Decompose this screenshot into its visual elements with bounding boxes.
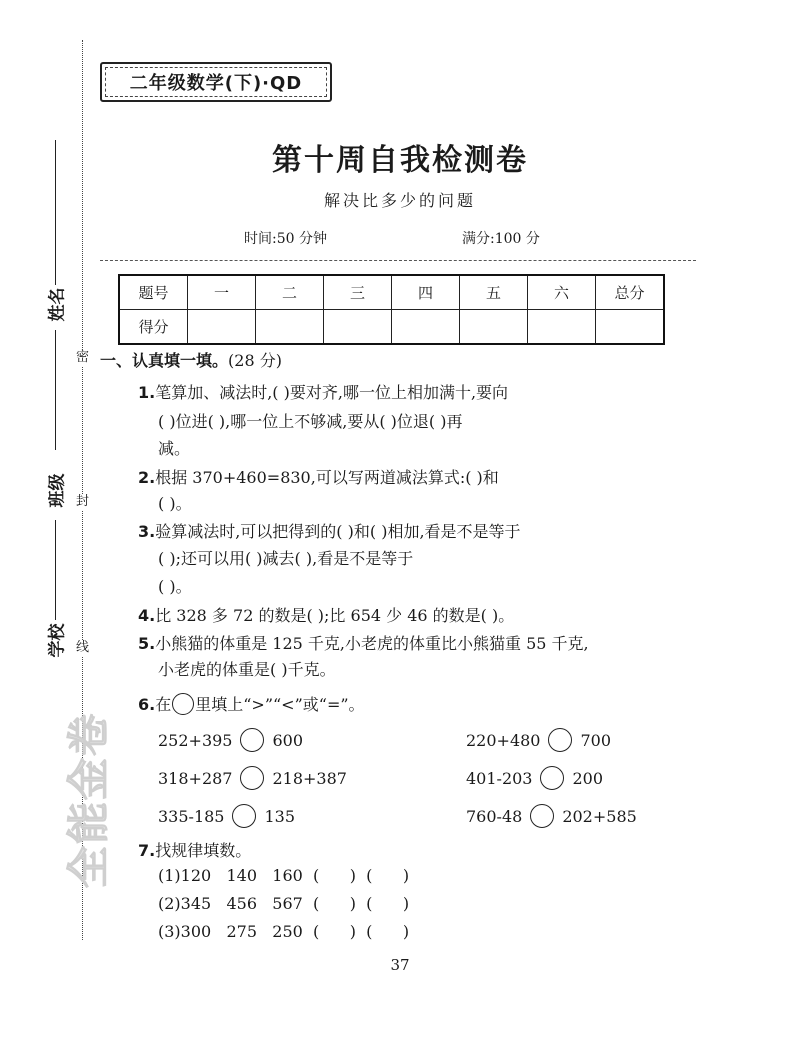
compare-left: 318+287 bbox=[158, 768, 233, 788]
score-input-cell[interactable] bbox=[188, 310, 256, 345]
question-1-line2: ( )位进( ),哪一位上不够减,要从( )位退( )再 bbox=[158, 412, 463, 431]
compare-right: 135 bbox=[264, 806, 296, 826]
page-title: 第十周自我检测卷 bbox=[272, 143, 528, 178]
section-heading bbox=[100, 348, 282, 371]
compare-item bbox=[466, 766, 603, 790]
page-subtitle: 解决比多少的问题 bbox=[323, 191, 476, 210]
score-cell: 总分 bbox=[596, 275, 665, 310]
score-cell: 六 bbox=[528, 275, 596, 310]
circle-icon bbox=[172, 693, 194, 715]
score-table-header-row bbox=[119, 275, 664, 310]
exam-full-score: 满分:100 分 bbox=[462, 231, 540, 247]
score-cell: 四 bbox=[392, 275, 460, 310]
question-3-line3: ( )。 bbox=[158, 577, 192, 596]
score-table bbox=[118, 274, 665, 345]
fold-mark-xian: 线 bbox=[76, 640, 90, 655]
question-4-line1 bbox=[138, 603, 514, 626]
question-text: 比 328 多 72 的数是( );比 654 少 46 的数是( )。 bbox=[155, 606, 515, 625]
compare-left: 760-48 bbox=[466, 806, 523, 826]
compare-item bbox=[158, 728, 303, 752]
compare-left: 220+480 bbox=[466, 730, 541, 750]
question-text: 笔算加、减法时,( )要对齐,哪一位上相加满十,要向 bbox=[155, 383, 509, 402]
score-cell: 五 bbox=[460, 275, 528, 310]
section-title: 一、认真填一填。 bbox=[100, 351, 229, 370]
question-number: 2. bbox=[138, 468, 156, 487]
question-number: 3. bbox=[138, 522, 156, 541]
question-2-line2: ( )。 bbox=[158, 494, 192, 513]
class-write-line bbox=[55, 330, 56, 450]
score-cell: 题号 bbox=[119, 275, 188, 310]
question-3-line2: ( );还可以用( )减去( ),看是不是等于 bbox=[158, 549, 414, 568]
score-input-cell[interactable] bbox=[392, 310, 460, 345]
compare-left: 335-185 bbox=[158, 806, 225, 826]
score-cell: 二 bbox=[256, 275, 324, 310]
compare-answer-circle[interactable] bbox=[548, 728, 572, 752]
score-input-cell[interactable] bbox=[324, 310, 392, 345]
header-separator bbox=[100, 260, 696, 261]
question-text: 小熊猫的体重是 125 千克,小老虎的体重比小熊猫重 55 千克, bbox=[155, 634, 589, 653]
question-6-line1 bbox=[138, 692, 365, 715]
school-write-line bbox=[55, 520, 56, 620]
question-5-line1 bbox=[138, 631, 589, 654]
question-text-before: 在 bbox=[155, 695, 172, 714]
score-input-cell[interactable] bbox=[256, 310, 324, 345]
question-3-line1 bbox=[138, 519, 521, 542]
score-input-cell[interactable] bbox=[528, 310, 596, 345]
compare-right: 202+585 bbox=[562, 806, 637, 826]
compare-item bbox=[466, 804, 637, 828]
compare-right: 700 bbox=[580, 730, 612, 750]
section-points: (28 分) bbox=[228, 351, 282, 370]
score-input-cell[interactable] bbox=[596, 310, 665, 345]
question-text-after: 里填上“>”“<”或“=”。 bbox=[195, 695, 365, 714]
compare-answer-circle[interactable] bbox=[240, 766, 264, 790]
question-7-line1 bbox=[138, 838, 251, 861]
compare-answer-circle[interactable] bbox=[540, 766, 564, 790]
question-1-line1 bbox=[138, 380, 508, 403]
score-cell: 三 bbox=[324, 275, 392, 310]
compare-right: 600 bbox=[272, 730, 304, 750]
sequence-row: (3)300 275 250 ( ) ( ) bbox=[158, 922, 410, 941]
name-label: 姓名 bbox=[47, 287, 68, 322]
grade-tag-text: 二年级数学(下)·QD bbox=[105, 67, 327, 97]
compare-right: 218+387 bbox=[272, 768, 347, 788]
compare-answer-circle[interactable] bbox=[240, 728, 264, 752]
question-number: 4. bbox=[138, 606, 156, 625]
question-number: 1. bbox=[138, 383, 156, 402]
score-input-cell[interactable] bbox=[460, 310, 528, 345]
question-2-line1 bbox=[138, 465, 499, 488]
question-text: 找规律填数。 bbox=[155, 841, 252, 860]
score-cell: 得分 bbox=[119, 310, 188, 345]
compare-item bbox=[466, 728, 611, 752]
question-1-line3: 减。 bbox=[158, 439, 191, 458]
sequence-row: (1)120 140 160 ( ) ( ) bbox=[158, 866, 410, 885]
fold-mark-mi: 密 bbox=[76, 350, 90, 365]
class-label: 班级 bbox=[47, 473, 68, 508]
watermark-logo: 全能金卷 bbox=[64, 711, 114, 889]
question-text: 根据 370+460=830,可以写两道减法算式:( )和 bbox=[155, 468, 499, 487]
compare-left: 252+395 bbox=[158, 730, 233, 750]
score-table-score-row bbox=[119, 310, 664, 345]
question-text: 验算减法时,可以把得到的( )和( )相加,看是不是等于 bbox=[155, 522, 521, 541]
compare-item bbox=[158, 766, 347, 790]
compare-right: 200 bbox=[572, 768, 604, 788]
grade-tag bbox=[100, 62, 332, 102]
school-label: 学校 bbox=[47, 623, 68, 658]
compare-answer-circle[interactable] bbox=[530, 804, 554, 828]
question-number: 7. bbox=[138, 841, 156, 860]
score-cell: 一 bbox=[188, 275, 256, 310]
compare-answer-circle[interactable] bbox=[232, 804, 256, 828]
question-number: 5. bbox=[138, 634, 156, 653]
sequence-row: (2)345 456 567 ( ) ( ) bbox=[158, 894, 410, 913]
compare-item bbox=[158, 804, 295, 828]
question-number: 6. bbox=[138, 695, 156, 714]
exam-time: 时间:50 分钟 bbox=[244, 231, 327, 247]
question-5-line2: 小老虎的体重是( )千克。 bbox=[158, 660, 336, 679]
compare-left: 401-203 bbox=[466, 768, 533, 788]
page-number: 37 bbox=[390, 956, 410, 974]
fold-mark-feng: 封 bbox=[76, 494, 90, 509]
